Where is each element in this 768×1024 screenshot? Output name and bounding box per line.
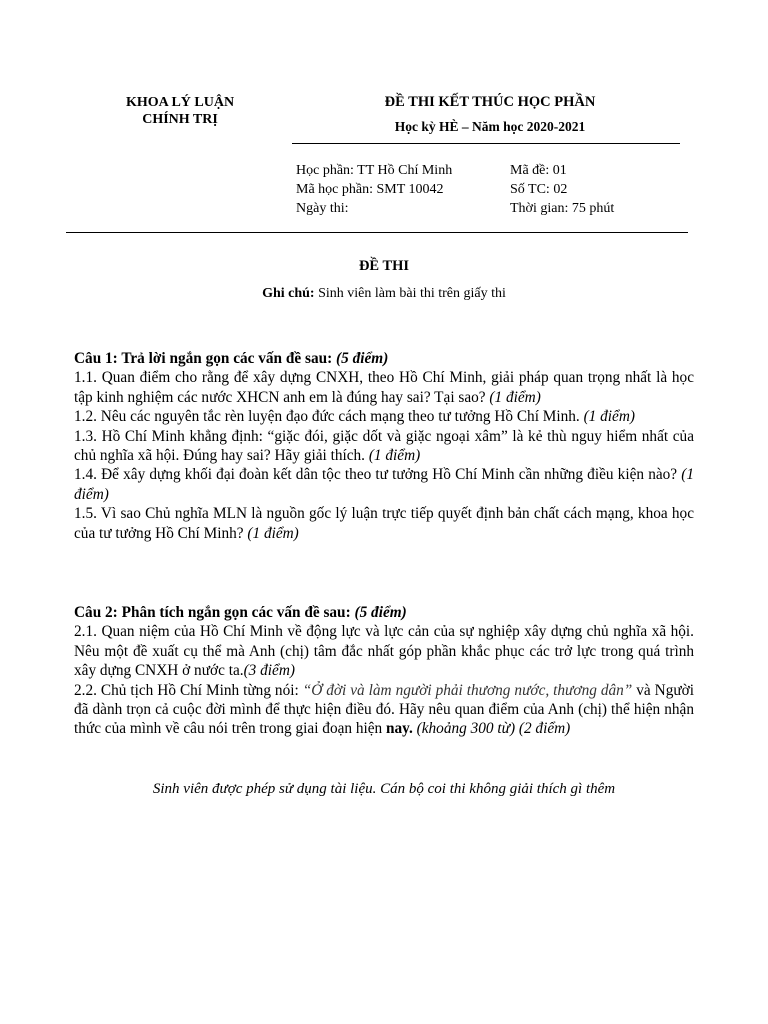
question-item xyxy=(74,504,694,543)
header-divider xyxy=(292,143,680,144)
question-heading-text: Câu 1: Trả lời ngắn gọn các vấn đề sau: xyxy=(74,350,337,367)
question-item-text: 1.4. Để xây dựng khối đại đoàn kết dân tộc theo tư tưởng Hồ Chí Minh cần những điều kiện nào? xyxy=(74,466,682,484)
question-quote: “Ở đời và làm người phải thương nước, thương dân” xyxy=(302,681,633,699)
course-info xyxy=(296,161,452,218)
exam-info xyxy=(510,161,614,218)
question-item xyxy=(74,465,694,504)
question-item xyxy=(74,427,694,466)
question-1-heading xyxy=(74,349,694,368)
question-item-text: 2.1. Quan niệm của Hồ Chí Minh về động lực và lực cản của sự nghiệp xây dựng chủ nghĩa xã hội. Nêu một đề xuất cụ thể mà Anh (chị) tâm đắc nhất góp phần khắc phục các trở lực trong quá trình xây dựng CNXH ở nước ta. xyxy=(74,623,694,680)
question-item-points: (khoảng 300 từ) (2 điểm) xyxy=(412,720,571,738)
credits: Số TC: 02 xyxy=(510,182,568,197)
question-item xyxy=(74,681,694,739)
note xyxy=(0,286,768,302)
question-item-text: và Người đã dành trọn cả cuộc đời mình để thực hiện điều đó. Hãy nêu quan điểm của Anh (chị) thể hiện nhận thức của mình về câu nói trên trong giai đoạn hiện xyxy=(74,681,694,738)
question-item xyxy=(74,407,694,426)
question-item-points: (1 điểm) xyxy=(489,388,541,406)
note-label: Ghi chú: xyxy=(262,286,315,301)
question-item-points: (1 điểm) xyxy=(368,447,421,465)
department-line-2: CHÍNH TRỊ xyxy=(142,112,218,127)
exam-title: ĐỀ THI KẾT THÚC HỌC PHẦN xyxy=(384,94,596,110)
semester: Học kỳ HÈ – Năm học 2020-2021 xyxy=(394,119,586,134)
question-item-points: (1 điểm) xyxy=(74,466,694,503)
footer-note: Sinh viên được phép sử dụng tài liệu. Cán bộ coi thi không giải thích gì thêm xyxy=(152,781,616,797)
question-heading-text: Câu 2: Phân tích ngắn gọn các vấn đề sau: xyxy=(74,604,355,621)
question-item-text: 1.1. Quan điểm cho rằng để xây dựng CNXH, theo Hồ Chí Minh, giải pháp quan trọng nhất là học tập kinh nghiệm các nước XHCN anh em là đúng hay sai? Tại sao? xyxy=(74,369,694,406)
question-item-points: (1 điểm) xyxy=(583,408,635,426)
question-item-lead: 2.2. Chủ tịch Hồ Chí Minh từng nói: xyxy=(74,681,303,699)
question-2 xyxy=(74,603,694,739)
question-1 xyxy=(74,349,694,543)
department-name xyxy=(100,94,260,128)
question-heading-points: (5 điểm) xyxy=(354,604,407,621)
course-name: Học phần: TT Hồ Chí Minh xyxy=(296,163,453,178)
note-text: Sinh viên làm bài thi trên giấy thi xyxy=(314,286,506,301)
question-item-text: 1.3. Hồ Chí Minh khẳng định: “giặc đói, giặc dốt và giặc ngoại xâm” là kẻ thù nguy hiểm nhất của chủ nghĩa xã hội. Đúng hay sai? Hãy giải thích. xyxy=(74,427,694,465)
question-item-points: (1 điểm) xyxy=(247,524,299,542)
document-title: ĐỀ THI xyxy=(358,258,410,274)
question-2-heading xyxy=(74,603,694,622)
question-item-text: 1.2. Nêu các nguyên tắc rèn luyện đạo đức cách mạng theo tư tưởng Hồ Chí Minh. xyxy=(74,408,584,426)
question-item-text: 1.5. Vì sao Chủ nghĩa MLN là nguồn gốc lý luận trực tiếp quyết định bản chất cách mạng, khoa học của tư tưởng Hồ Chí Minh? xyxy=(74,505,694,542)
question-heading-points: (5 điểm) xyxy=(336,350,389,367)
exam-code: Mã đề: 01 xyxy=(510,163,567,178)
exam-date: Ngày thi: xyxy=(296,201,349,216)
question-item-bold: nay. xyxy=(386,720,413,738)
question-item xyxy=(74,622,694,680)
course-code: Mã học phần: SMT 10042 xyxy=(296,182,444,197)
question-item xyxy=(74,368,694,407)
question-item-points: (3 điểm) xyxy=(243,662,295,680)
department-line-1: KHOA LÝ LUẬN xyxy=(125,95,235,110)
duration: Thời gian: 75 phút xyxy=(510,201,615,216)
section-divider xyxy=(66,232,688,233)
